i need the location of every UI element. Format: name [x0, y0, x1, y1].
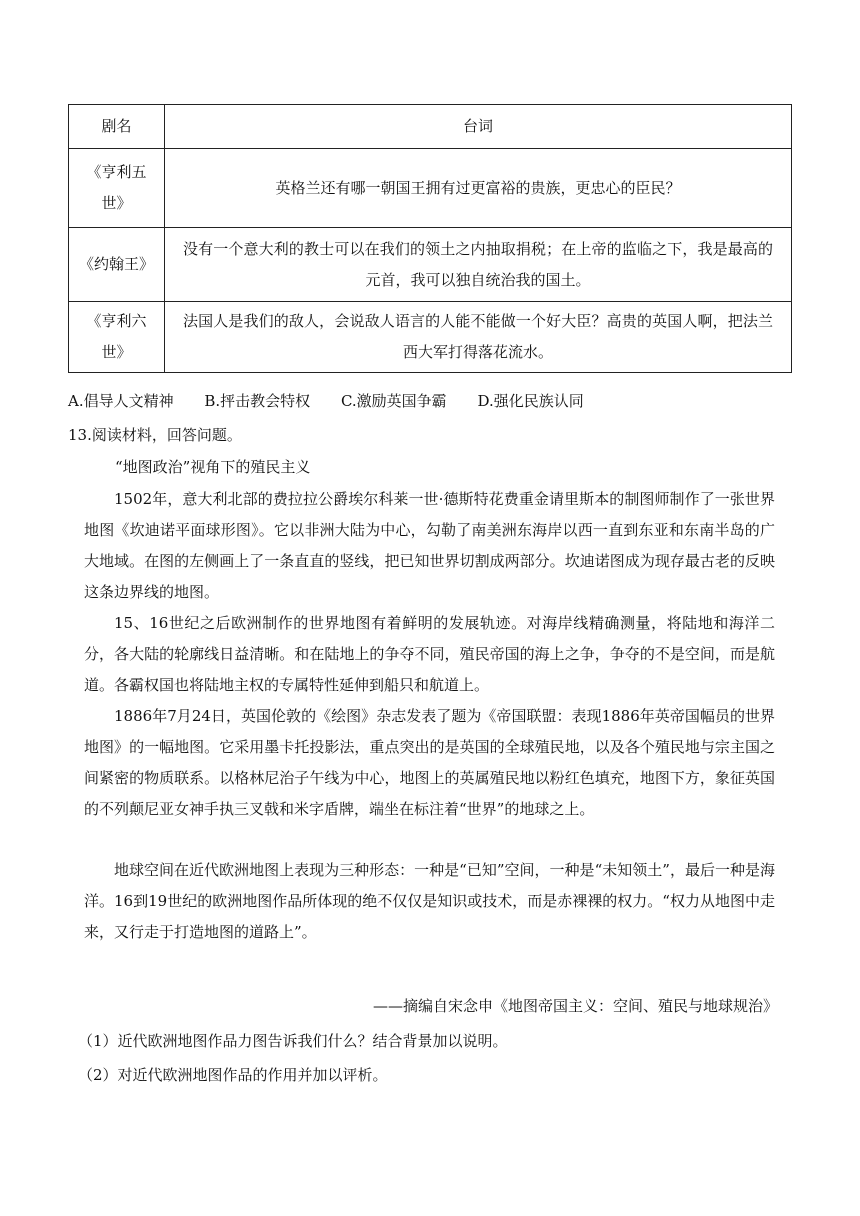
play-name: 《亨利五世》	[69, 149, 165, 228]
option-b[interactable]: B.抨击教会特权	[204, 392, 311, 410]
play-line: 没有一个意大利的教士可以在我们的领土之内抽取捐税；在上帝的监临之下，我是最高的元首，我可以独自统治我的国土。	[165, 228, 792, 302]
table-row	[69, 228, 792, 302]
table-row	[69, 149, 792, 228]
play-name: 《亨利六世》	[69, 302, 165, 373]
material-paragraph: 15、16世纪之后欧洲制作的世界地图有着鲜明的发展轨迹。对海岸线精确测量，将陆地和海洋二分，各大陆的轮廓线日益清晰。和在陆地上的争夺不同，殖民帝国的海上之争，争夺的不是空间，而是航道。各霸权国也将陆地主权的专属特性延伸到船只和航道上。	[84, 614, 775, 694]
answer-options	[68, 389, 791, 413]
material-paragraph: 地球空间在近代欧洲地图上表现为三种形态：一种是“已知”空间，一种是“未知领土”，最后一种是海洋。16到19世纪的欧洲地图作品所体现的绝不仅仅是知识或技术，而是赤裸裸的权力。“权力从地图中走来，又行走于打造地图的道路上”。	[84, 861, 775, 941]
option-c[interactable]: C.激励英国争霸	[340, 392, 447, 410]
play-line: 法国人是我们的敌人，会说敌人语言的人能不能做一个好大臣？高贵的英国人啊，把法兰西大军打得落花流水。	[165, 302, 792, 373]
play-line: 英格兰还有哪一朝国王拥有过更富裕的贵族，更忠心的臣民？	[165, 149, 792, 228]
header-play-name: 剧名	[69, 105, 165, 149]
sub-question-2: （2）对近代欧洲地图作品的作用并加以评析。	[78, 1066, 388, 1084]
option-d[interactable]: D.强化民族认同	[477, 392, 584, 410]
material-paragraph: 1886年7月24日，英国伦敦的《绘图》杂志发表了题为《帝国联盟：表现1886年英帝国幅员的世界地图》的一幅地图。它采用墨卡托投影法，重点突出的是英国的全球殖民地，以及各个殖民地与宗主国之间紧密的物质联系。以格林尼治子午线为中心，地图上的英属殖民地以粉红色填充，地图下方，象征英国的不列颠尼亚女神手执三叉戟和米字盾牌，端坐在标注着“世界”的地球之上。	[84, 707, 775, 818]
table-row	[69, 302, 792, 373]
option-a[interactable]: A.倡导人文精神	[68, 392, 174, 410]
question-number: 13.阅读材料，回答问题。	[68, 426, 242, 444]
sub-question-1: （1）近代欧洲地图作品力图告诉我们什么？结合背景加以说明。	[78, 1032, 508, 1050]
material-title: “地图政治”视角下的殖民主义	[115, 458, 311, 476]
material-paragraph: 1502年，意大利北部的费拉拉公爵埃尔科莱一世·德斯特花费重金请里斯本的制图师制作了一张世界地图《坎迪诺平面球形图》。它以非洲大陆为中心，勾勒了南美洲东海岸以西一直到东亚和东南半岛的广大地域。在图的左侧画上了一条直直的竖线，把已知世界切割成两部分。坎迪诺图成为现存最古老的反映这条边界线的地图。	[84, 490, 775, 601]
play-name: 《约翰王》	[69, 228, 165, 302]
header-lines: 台词	[165, 105, 792, 149]
material-source: ——摘编自宋念申《地图帝国主义：空间、殖民与地球规治》	[372, 997, 778, 1015]
plays-lines-table	[68, 104, 792, 373]
table-header-row	[69, 105, 792, 149]
